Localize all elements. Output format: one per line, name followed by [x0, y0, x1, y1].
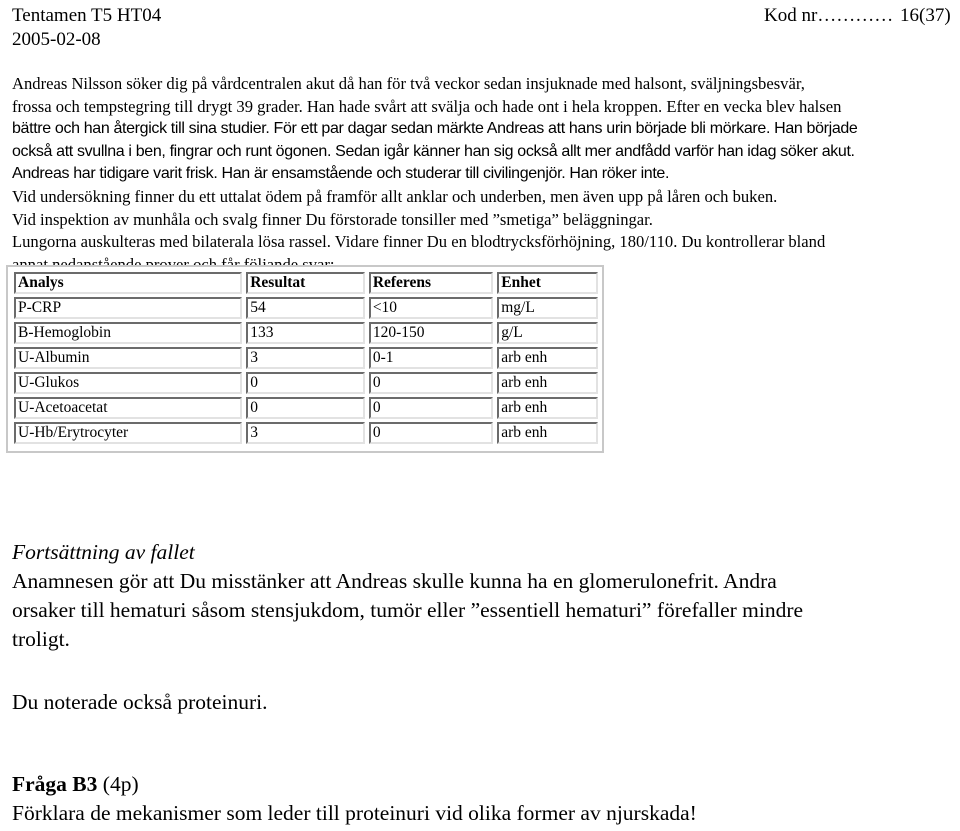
exam-date: 2005-02-08 [12, 29, 101, 50]
lab-results-table [6, 265, 604, 453]
table-row [14, 297, 598, 319]
case-line: frossa och tempstegring till drygt 39 grader. Han hade svårt att svälja och hade ont i hela kroppen. Efter en vecka blev halsen [12, 96, 842, 116]
table-cell: arb enh [497, 347, 598, 369]
column-header: Analys [14, 272, 242, 294]
page-header [12, 4, 958, 52]
table-row [14, 422, 598, 444]
table-cell: B-Hemoglobin [14, 322, 242, 344]
case-description [12, 73, 960, 276]
table-cell: arb enh [497, 372, 598, 394]
continuation-heading: Fortsättning av fallet [12, 540, 195, 564]
table-cell: 0 [369, 397, 493, 419]
case-line: bättre och han återgick till sina studier. För ett par dagar sedan märkte Andreas att hans urin började bli mörkare. Han började [12, 120, 858, 138]
table-cell: mg/L [497, 297, 598, 319]
table-cell: 0 [246, 397, 365, 419]
table-cell: g/L [497, 322, 598, 344]
case-line: Andreas Nilsson söker dig på vårdcentralen akut då han för två veckor sedan insjuknade med halsont, sväljningsbesvär, [12, 74, 805, 93]
table-cell: <10 [369, 297, 493, 319]
page-number: 16(37) [900, 5, 951, 26]
exam-title: Tentamen T5 HT04 [12, 5, 162, 26]
table-row [14, 372, 598, 394]
table-cell: 0 [369, 372, 493, 394]
table-cell: 3 [246, 422, 365, 444]
table-header-row [14, 272, 598, 294]
table-cell: 133 [246, 322, 365, 344]
question-points: (4p) [102, 772, 139, 796]
question-block [12, 770, 958, 828]
table-cell: U-Albumin [14, 347, 242, 369]
continuation-line: troligt. [12, 627, 70, 651]
case-line: också att svullna i ben, fingrar och runt ögonen. Sedan igår känner han sig också allt mer andfådd varför han idag söker akut. [12, 142, 855, 160]
table-row [14, 322, 598, 344]
table-cell: 54 [246, 297, 365, 319]
question-label: Fråga B3 [12, 772, 98, 796]
case-line: Vid inspektion av munhåla och svalg finner Du förstorade tonsiller med ”smetiga” beläggningar. [12, 209, 653, 229]
case-line: Vid undersökning finner du ett uttalat ödem på framför allt anklar och underben, men även upp på låren och buken. [12, 186, 778, 206]
table-cell: 3 [246, 347, 365, 369]
column-header: Referens [369, 272, 493, 294]
proteinuria-note-block [12, 688, 958, 717]
table-cell: 0 [369, 422, 493, 444]
table-cell: U-Glukos [14, 372, 242, 394]
table-cell: arb enh [497, 422, 598, 444]
column-header: Enhet [497, 272, 598, 294]
case-line: Lungorna auskulteras med bilaterala lösa rassel. Vidare finner Du en blodtrycksförhöjning, 180/110. Du kontrollerar bland [12, 232, 826, 252]
table-cell: 120-150 [369, 322, 493, 344]
case-continuation [12, 538, 958, 654]
table-cell: P-CRP [14, 297, 242, 319]
question-heading [12, 770, 958, 799]
column-header: Resultat [246, 272, 365, 294]
table-cell: U-Hb/Erytrocyter [14, 422, 242, 444]
continuation-line: orsaker till hematuri såsom stensjukdom, tumör eller ”essentiell hematuri” förefaller mindre [12, 598, 804, 622]
table-cell: U-Acetoacetat [14, 397, 242, 419]
proteinuria-note: Du noterade också proteinuri. [12, 690, 268, 714]
table-cell: arb enh [497, 397, 598, 419]
table-row [14, 397, 598, 419]
continuation-line: Anamnesen gör att Du misstänker att Andreas skulle kunna ha en glomerulonefrit. Andra [12, 569, 777, 593]
table-row [14, 347, 598, 369]
table-cell: 0-1 [369, 347, 493, 369]
code-number-field: Kod nr………… [764, 5, 894, 26]
table-cell: 0 [246, 372, 365, 394]
question-text: Förklara de mekanismer som leder till proteinuri vid olika former av njurskada! [12, 801, 697, 825]
case-line: Andreas har tidigare varit frisk. Han är ensamstående och studerar till civilingenjör. Han röker inte. [12, 165, 670, 183]
